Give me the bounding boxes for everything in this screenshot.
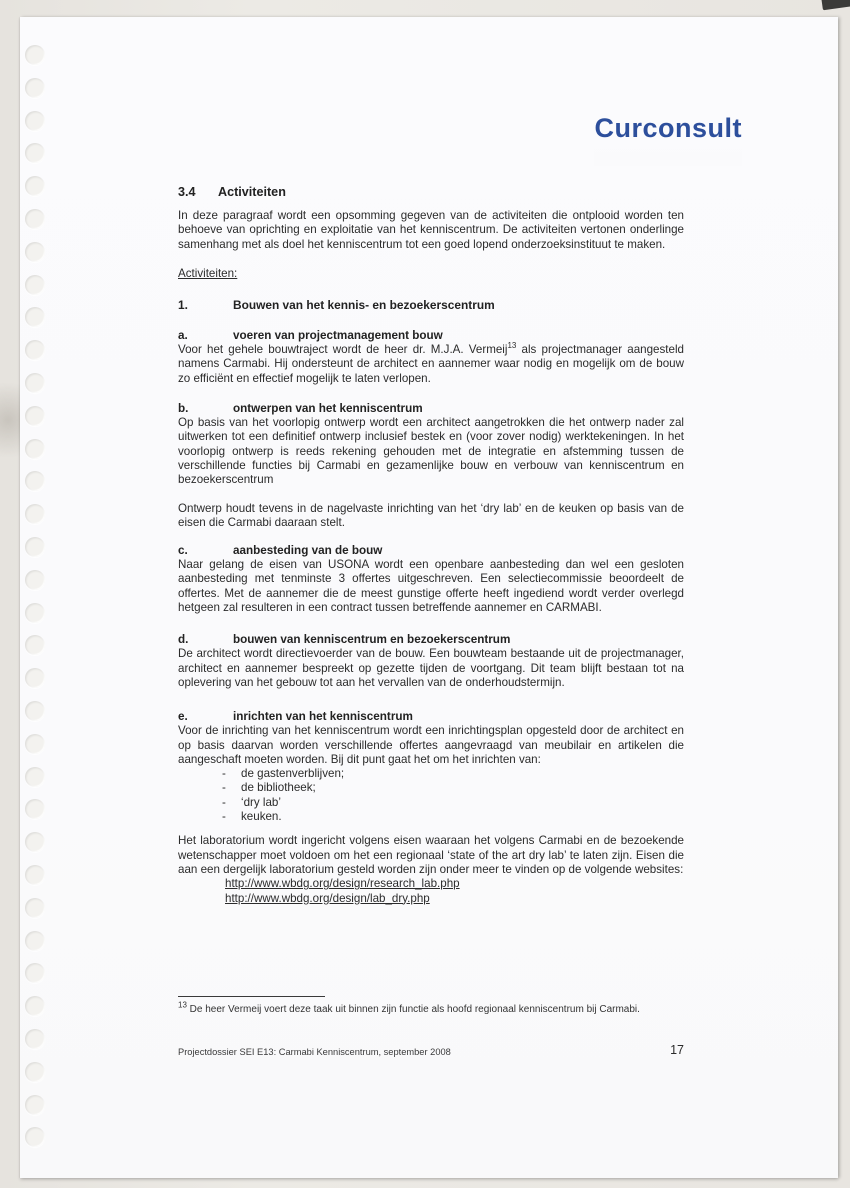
subsection-a-paragraph: Voor het gehele bouwtraject wordt de heer dr. M.J.A. Vermeij$^{13}$ als projectmanager aangesteld namens Carmabi. Hij ondersteunt de architect en aannemer waar nodig en mogelijk om de bouw zo efficiënt en effectief mogelijk te laten verlopen. (178, 341, 684, 385)
subsection-d-paragraph: De architect wordt directievoerder van de bouw. Een bouwteam bestaande uit de projectmanager, architect en aannemer bespreekt op gezette tijden de voortgang. Dit team blijft bestaan tot na oplevering van het gebouw tot aan het vervallen van de onderhoudstermijn. (178, 647, 684, 689)
subsection-a-letter: a. (178, 329, 188, 343)
subsection-b-letter: b. (178, 402, 189, 416)
logo-reflection (594, 144, 742, 166)
dash-bullet: - (222, 781, 226, 795)
subsection-d-title: bouwen van kenniscentrum en bezoekerscentrum (233, 633, 511, 647)
page-footer (178, 1043, 684, 1057)
subsection-a-heading (178, 329, 684, 343)
website-link-lab-dry[interactable]: http://www.wbdg.org/design/lab_dry.php (225, 891, 430, 905)
punch-hole (25, 143, 45, 163)
punch-hole (25, 45, 45, 65)
document-body (178, 184, 684, 906)
punch-hole (25, 537, 45, 557)
list-item: - de gastenverblijven; (222, 767, 345, 781)
subsection-e-paragraph: Voor de inrichting van het kenniscentrum wordt een inrichtingsplan opgesteld door de architect en op basis daarvan worden verschillende offertes aangevraagd van meubilair en artikelen die aangeschaft moeten worden. Bij dit punt gaat het om het inrichten van: (178, 724, 684, 766)
punch-hole (25, 1095, 45, 1115)
subsection-d-letter: d. (178, 633, 189, 647)
punch-hole (25, 1062, 45, 1082)
punch-hole (25, 504, 45, 524)
punch-hole (25, 111, 45, 131)
list-item: - keuken. (222, 810, 282, 824)
laboratory-paragraph: Het laboratorium wordt ingericht volgens eisen waaraan het volgens Carmabi en de bezoekende wetenschapper moet voldoen om het een regionaal ‘state of the art dry lab’ te laten zijn. Eisen die aan een dergelijk laboratorium gesteld worden zijn onder meer te vinden op de volgende websites: (178, 834, 684, 876)
punch-hole (25, 1127, 45, 1147)
website-link-research-lab[interactable]: http://www.wbdg.org/design/research_lab.php (225, 877, 460, 891)
list-item: - de bibliotheek; (222, 781, 316, 795)
paper (20, 17, 838, 1178)
subsection-c-letter: c. (178, 544, 188, 558)
punch-hole (25, 176, 45, 196)
punch-hole (25, 996, 45, 1016)
subsection-b-paragraph: Op basis van het voorlopig ontwerp wordt een architect aangetrokken die het ontwerp nader zal uitwerken tot een definitief ontwerp inclusief bestek en (voor zover nodig) werktekeningen. In het voorlopig ontwerp is reeds rekening gehouden met de integratie en afstemming tussen de verschillende functies bij Carmabi en gezamenlijke bouw en verbouw van kenniscentrum en bezoekerscentrum (178, 416, 684, 487)
footer-document-title: Projectdossier SEI E13: Carmabi Kenniscentrum, september 2008 (178, 1047, 451, 1057)
dash-bullet: - (222, 795, 226, 809)
list-item: - ‘dry lab’ (222, 795, 281, 809)
punch-hole (25, 340, 45, 360)
subsection-c-paragraph: Naar gelang de eisen van USONA wordt een openbare aanbesteding dan wel een gesloten aanbesteding met tenminste 3 offertes uitgeschreven. Een selectiecommissie beoordeelt de offertes. Met de aannemer die de meest gunstige offerte heeft ingediend wordt verder overlegd hetgeen zal resulteren in een contract tussen betreffende aannemer en CARMABI. (178, 558, 684, 615)
footnote-reference: 13 (507, 341, 517, 351)
activities-label: Activiteiten: (178, 266, 238, 280)
dash-bullet: - (222, 767, 226, 781)
punch-hole (25, 373, 45, 393)
item-1-title: Bouwen van het kennis- en bezoekerscentrum (233, 298, 495, 313)
punch-hole (25, 931, 45, 951)
punch-hole (25, 767, 45, 787)
subsection-b-title: ontwerpen van het kenniscentrum (233, 402, 423, 416)
punch-hole (25, 439, 45, 459)
punch-hole (25, 275, 45, 295)
punch-hole (25, 406, 45, 426)
scan-corner-artifact (821, 0, 850, 10)
punch-hole (25, 734, 45, 754)
subsection-d-heading (178, 633, 684, 647)
punch-hole (25, 78, 45, 98)
subsection-e-title: inrichten van het kenniscentrum (233, 710, 413, 724)
punch-hole (25, 832, 45, 852)
punch-hole (25, 570, 45, 590)
footnote-divider (178, 996, 325, 997)
punch-hole (25, 668, 45, 688)
item-1-number: 1. (178, 298, 188, 313)
punch-hole (25, 635, 45, 655)
logo-text: Curconsult (594, 113, 742, 143)
punch-hole (25, 963, 45, 983)
subsection-b-heading (178, 402, 684, 416)
punch-hole (25, 865, 45, 885)
company-logo (594, 113, 742, 166)
dash-bullet: - (222, 810, 226, 824)
punch-hole (25, 1029, 45, 1049)
footnote-marker: 13 (178, 1000, 187, 1010)
section-title: Activiteiten (218, 185, 286, 199)
subsection-e-heading (178, 710, 684, 724)
punch-hole (25, 307, 45, 327)
punch-hole (25, 209, 45, 229)
intro-paragraph: In deze paragraaf wordt een opsomming gegeven van de activiteiten die ontplooid worden ten behoeve van oprichting en exploitatie van het kenniscentrum. De activiteiten vertonen onderlinge samenhang met als doel het kenniscentrum tot een goed lopend onderzoeksinstituut te maken. (178, 209, 684, 251)
item-1-heading (178, 298, 684, 313)
punch-hole (25, 898, 45, 918)
punch-hole (25, 799, 45, 819)
subsection-e-letter: e. (178, 710, 188, 724)
subsection-c-title: aanbesteding van de bouw (233, 544, 383, 558)
section-number: 3.4 (178, 185, 196, 199)
footnote: $^{13}$ De heer Vermeij voert deze taak uit binnen zijn functie als hoofd regionaal kenniscentrum bij Carmabi. (178, 1000, 640, 1015)
punch-hole (25, 471, 45, 491)
page-number: 17 (670, 1043, 684, 1057)
subsection-c-heading (178, 544, 684, 558)
punch-hole (25, 701, 45, 721)
punch-hole (25, 603, 45, 623)
subsection-a-title: voeren van projectmanagement bouw (233, 329, 443, 343)
section-heading (178, 184, 684, 200)
punch-hole (25, 242, 45, 262)
subsection-b-paragraph-2: Ontwerp houdt tevens in de nagelvaste inrichting van het ‘dry lab’ en de keuken op basis van de eisen die Carmabi daaraan stelt. (178, 501, 684, 529)
